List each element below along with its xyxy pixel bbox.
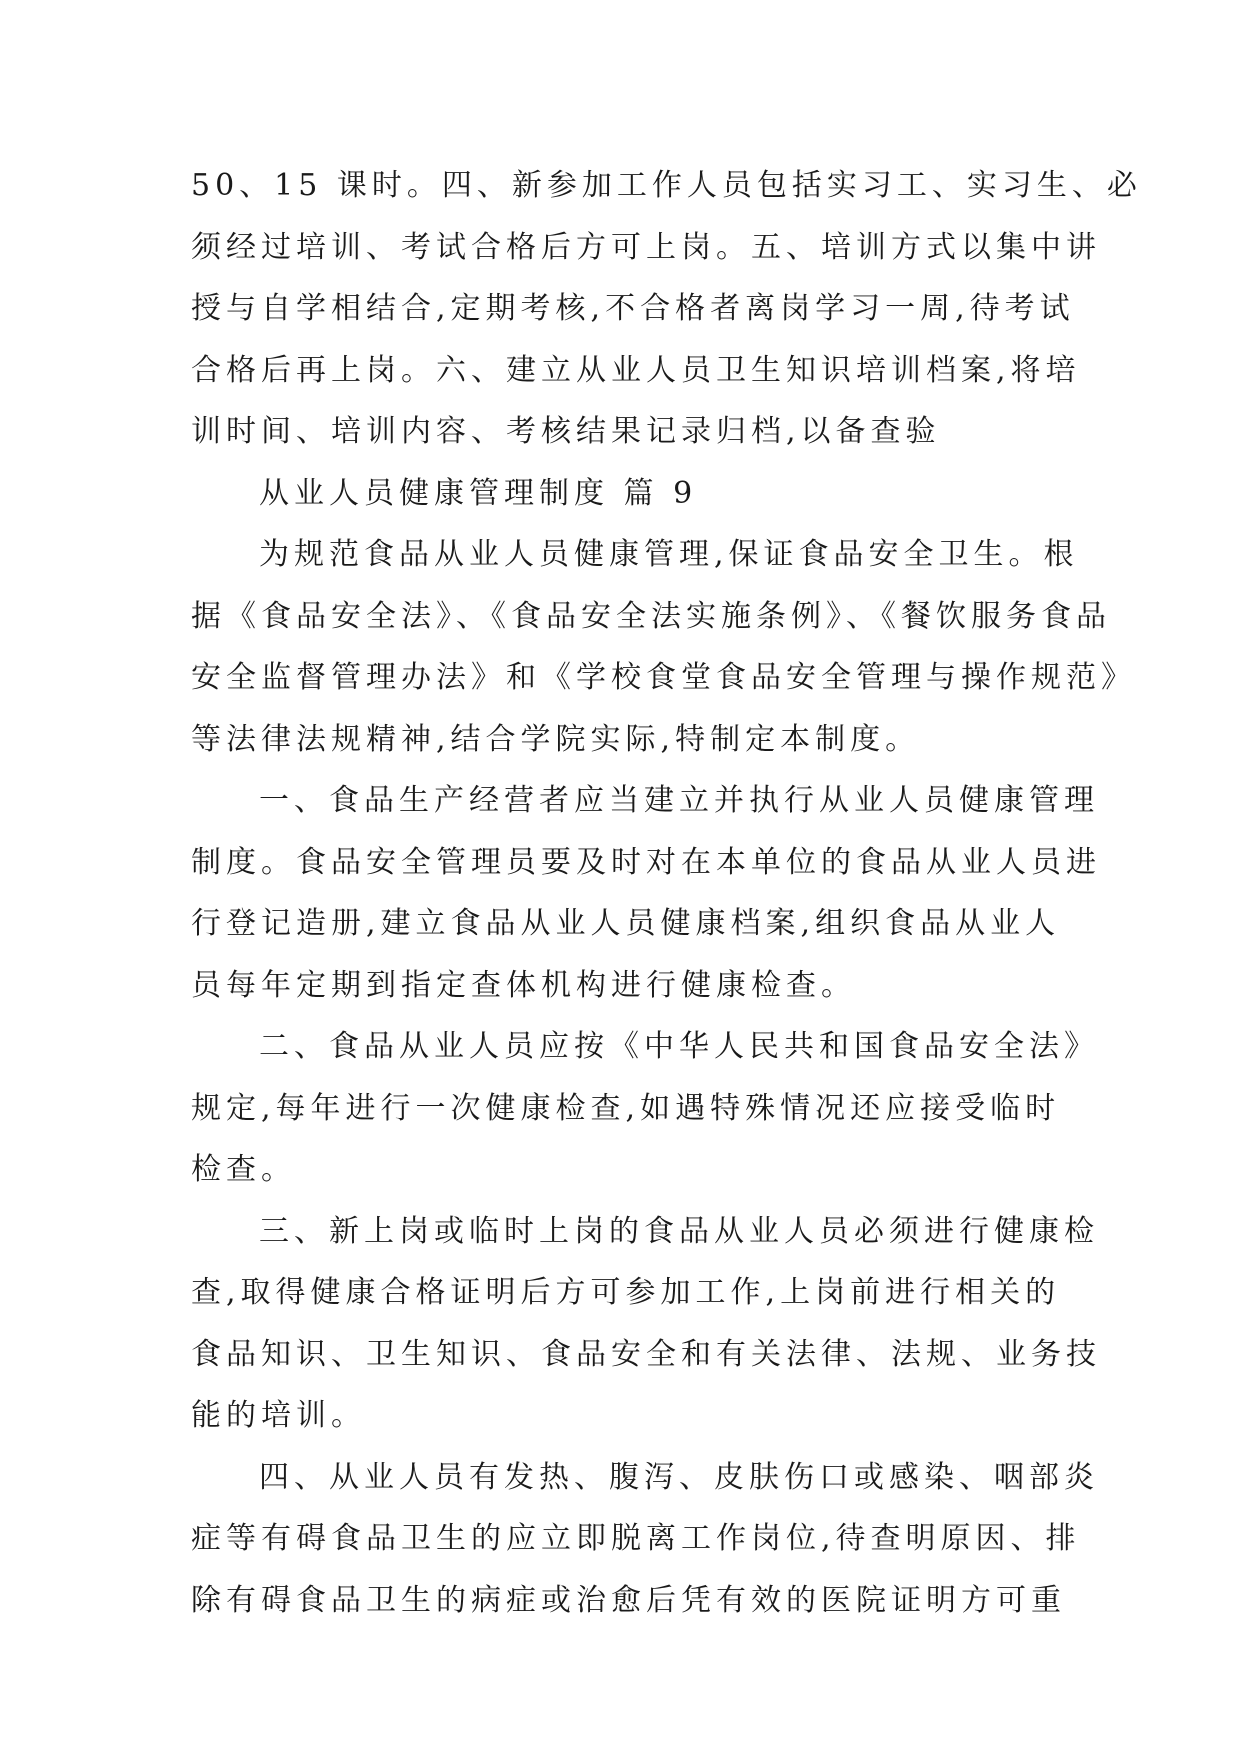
text-line: 症等有碍食品卫生的应立即脱离工作岗位,待查明原因、排 — [191, 1521, 1081, 1556]
text-line: 行登记造册,建立食品从业人员健康档案,组织食品从业人 — [191, 906, 1061, 941]
text-line: 查,取得健康合格证明后方可参加工作,上岗前进行相关的 — [191, 1275, 1061, 1310]
text-line: 安全监督管理办法》和《学校食堂食品安全管理与操作规范》 — [191, 660, 1136, 695]
text-line: 员每年定期到指定查体机构进行健康检查。 — [191, 967, 856, 1003]
text-line: 等法律法规精神,结合学院实际,特制定本制度。 — [191, 721, 921, 757]
text-line: 三、新上岗或临时上岗的食品从业人员必须进行健康检 — [259, 1213, 1099, 1249]
text-line: 检查。 — [191, 1152, 296, 1187]
text-line: 为规范食品从业人员健康管理,保证食品安全卫生。根 — [259, 537, 1079, 572]
text-line: 除有碍食品卫生的病症或治愈后凭有效的医院证明方可重 — [191, 1582, 1066, 1618]
text-line: 训时间、培训内容、考核结果记录归档,以备查验 — [191, 414, 941, 449]
text-line: 50、15 课时。四、新参加工作人员包括实习工、实习生、必 — [191, 168, 1142, 203]
text-line: 须经过培训、考试合格后方可上岗。五、培训方式以集中讲 — [191, 229, 1101, 265]
text-line: 规定,每年进行一次健康检查,如遇特殊情况还应接受临时 — [191, 1090, 1061, 1126]
section-heading: 从业人员健康管理制度 篇 9 — [259, 475, 698, 511]
text-line: 合格后再上岗。六、建立从业人员卫生知识培训档案,将培 — [191, 352, 1081, 388]
text-line: 能的培训。 — [191, 1398, 366, 1433]
text-line: 四、从业人员有发热、腹泻、皮肤伤口或感染、咽部炎 — [259, 1459, 1099, 1495]
text-line: 一、食品生产经营者应当建立并执行从业人员健康管理 — [259, 783, 1099, 818]
text-line: 二、食品从业人员应按《中华人民共和国食品安全法》 — [259, 1029, 1099, 1064]
text-line: 制度。食品安全管理员要及时对在本单位的食品从业人员进 — [191, 844, 1101, 880]
text-line: 授与自学相结合,定期考核,不合格者离岗学习一周,待考试 — [191, 291, 1075, 326]
text-line: 据《食品安全法》、《食品安全法实施条例》、《餐饮服务食品 — [191, 598, 1111, 634]
text-line: 食品知识、卫生知识、食品安全和有关法律、法规、业务技 — [191, 1336, 1101, 1372]
document-page — [191, 155, 1142, 1631]
